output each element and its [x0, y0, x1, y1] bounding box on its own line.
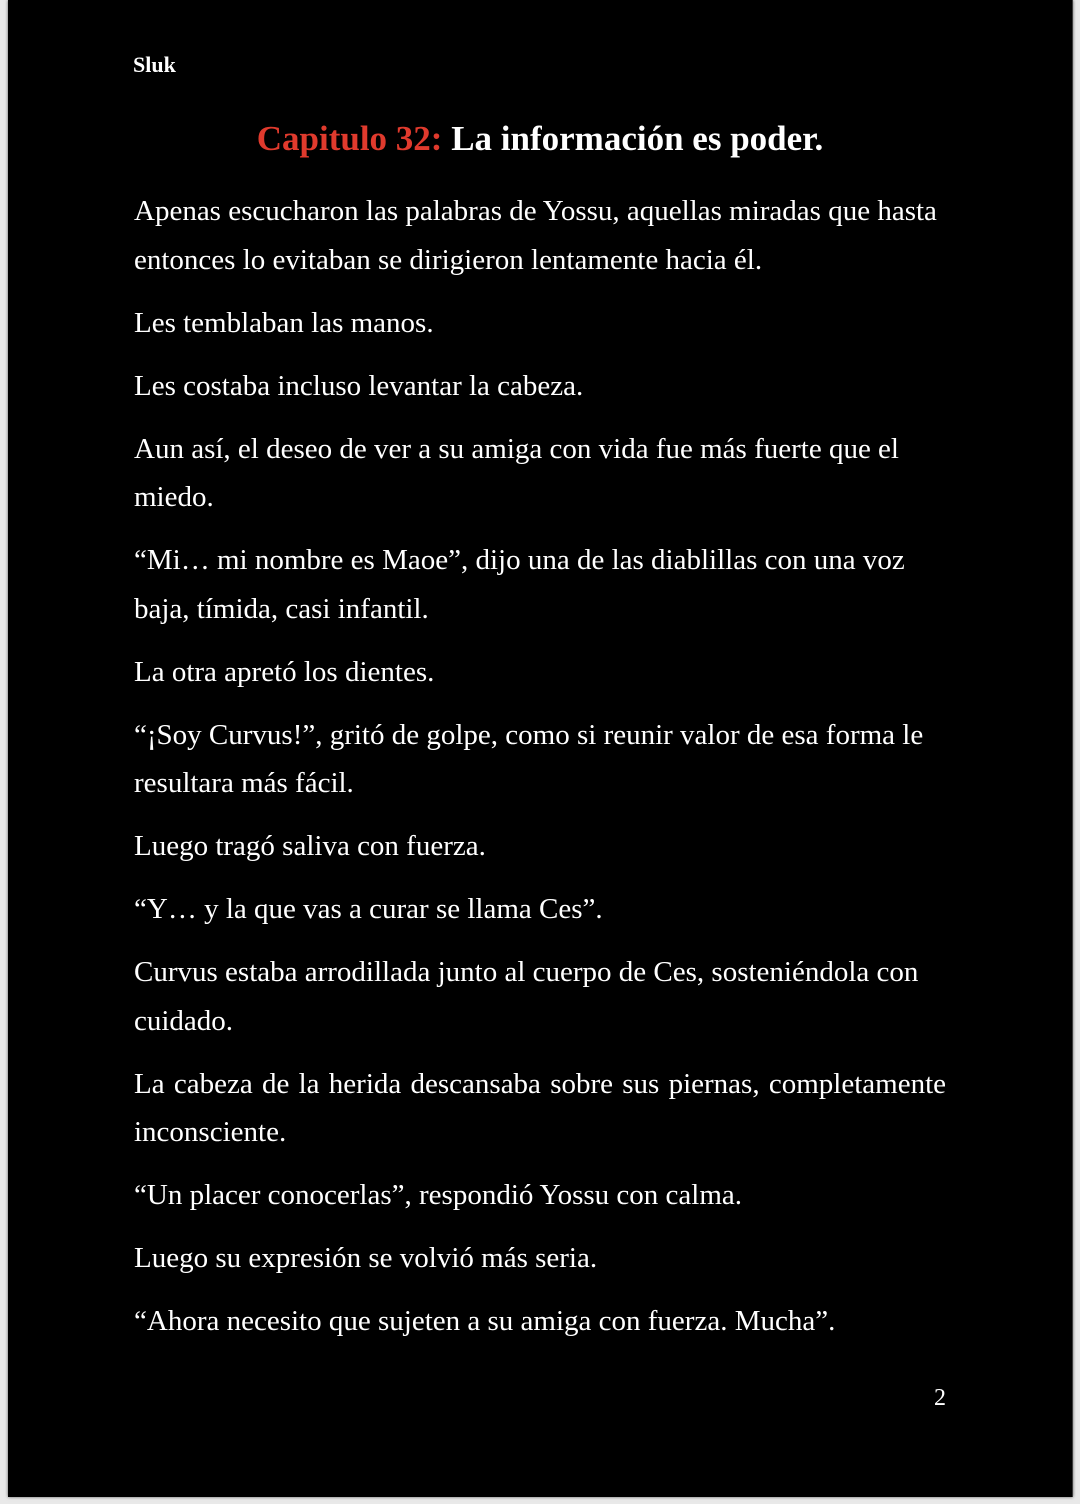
paragraph: Luego su expresión se volvió más seria. [134, 1242, 598, 1274]
paragraph: Les costaba incluso levantar la cabeza. [134, 369, 584, 402]
paragraph: Aun así, el deseo de ver a su amiga con vida fue más fuerte que el miedo. [134, 432, 899, 513]
paragraph: “Y… y la que vas a curar se llama Ces”. [134, 893, 603, 925]
paragraph: Curvus estaba arrodillada junto al cuerpo de Ces, sosteniéndola con cuidado. [134, 956, 919, 1037]
chapter-body [134, 187, 946, 1360]
paragraph: Apenas escucharon las palabras de Yossu, aquellas miradas que hasta entonces lo evitaban se dirigieron lentamente hacia él. [134, 195, 937, 276]
paragraph: La otra apretó los dientes. [134, 655, 435, 688]
paragraph: “Ahora necesito que sujeten a su amiga con fuerza. Mucha”. [134, 1305, 836, 1337]
chapter-name: La información es poder. [451, 119, 824, 158]
page-number: 2 [934, 1385, 946, 1411]
chapter-number: Capitulo 32: [256, 119, 443, 158]
paragraph: Les temblaban las manos. [134, 306, 434, 339]
paragraph: “¡Soy Curvus!”, gritó de golpe, como si reunir valor de esa forma le resultara más fácil. [134, 718, 924, 799]
chapter-title [8, 118, 1072, 160]
paragraph: “Un placer conocerlas”, respondió Yossu con calma. [134, 1179, 743, 1211]
paragraph: Luego tragó saliva con fuerza. [134, 830, 486, 862]
paragraph: La cabeza de la herida descansaba sobre sus piernas, completamente inconsciente. [134, 1067, 946, 1148]
running-header: Sluk [133, 52, 176, 77]
paragraph: “Mi… mi nombre es Maoe”, dijo una de las diablillas con una voz baja, tímida, casi infantil. [134, 544, 905, 625]
document-page[interactable] [8, 0, 1073, 1497]
